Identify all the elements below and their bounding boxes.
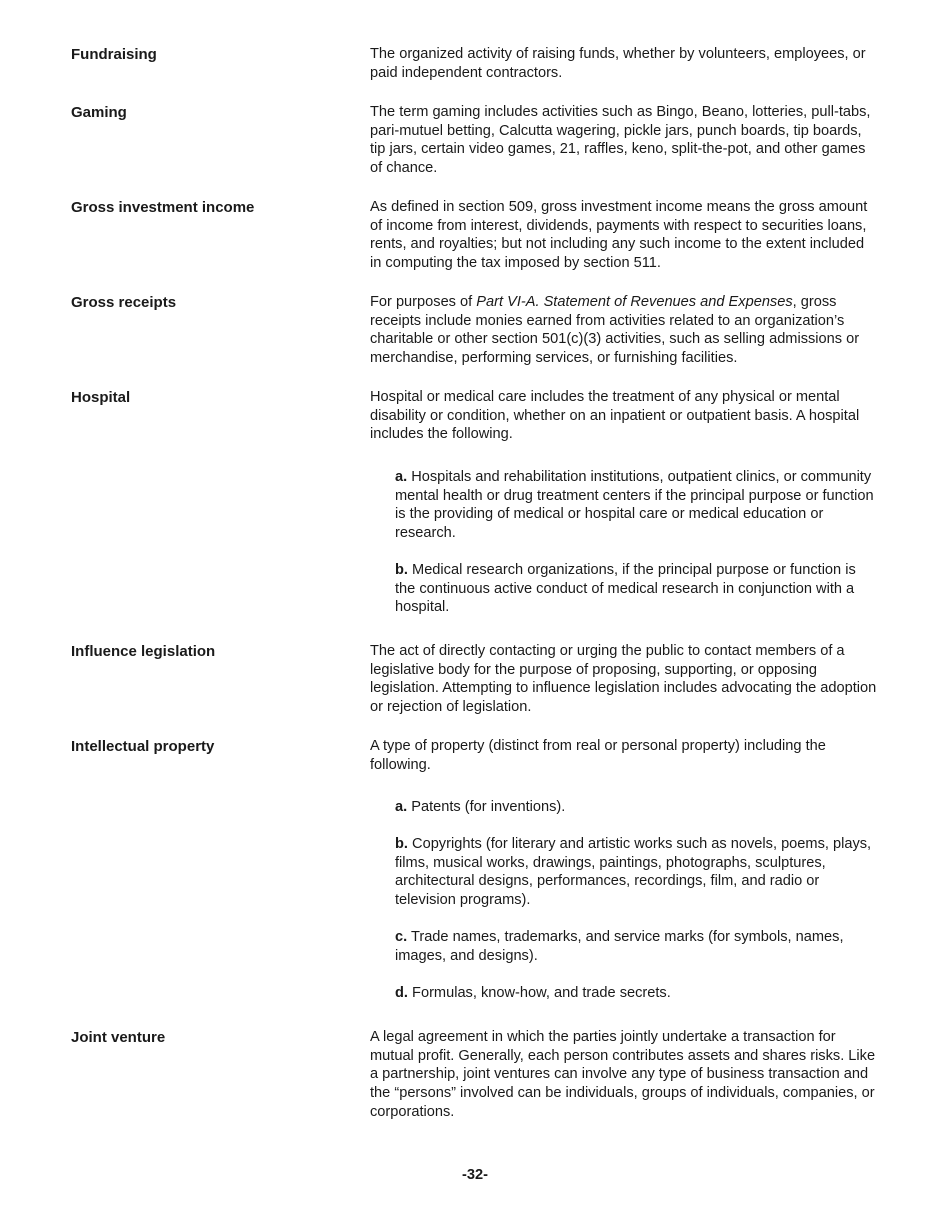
list-item: [395, 835, 875, 910]
definition: The term gaming includes activities such as Bingo, Beano, lotteries, pull-tabs, pari-mutuel betting, Calcutta wagering, pickle jars, punch boards, tip boards, tip jars, certain video games, 21, raffles, keno, split-the-pot, and other games of chance.: [370, 104, 871, 177]
list-item: [395, 798, 875, 817]
item-text: Patents (for inventions).: [407, 799, 566, 815]
item-text: Formulas, know-how, and trade secrets.: [407, 985, 671, 1001]
list-item: [395, 984, 875, 1003]
definition: Hospital or medical care includes the treatment of any physical or mental disability or condition, whether on an inpatient or outpatient basis. A hospital includes the following.: [370, 389, 860, 443]
definition: A legal agreement in which the parties jointly undertake a transaction for mutual profit. Generally, each person contributes assets and shares risks. Like a partnership, joint ventures can involve any type of business transaction and the “persons” involved can be individuals, groups of individuals, companies, or corporations.: [370, 1029, 876, 1120]
term: Joint venture: [71, 1029, 166, 1046]
term: Hospital: [71, 389, 131, 406]
item-text: Copyrights (for literary and artistic works such as novels, poems, plays, films, musical works, drawings, paintings, photographs, sculptures, architectural designs, performances, recordings, film, and radio or television programs).: [395, 836, 872, 909]
definition-italic-reference: Part VI-A. Statement of Revenues and Expenses: [476, 294, 793, 310]
item-text: Medical research organizations, if the principal purpose or function is the continuous active conduct of medical research in conjunction with a hospital.: [395, 562, 856, 616]
list-item: [395, 928, 875, 965]
item-letter: b.: [395, 562, 408, 578]
term: Fundraising: [71, 46, 157, 63]
definition: The organized activity of raising funds, whether by volunteers, employees, or paid independent contractors.: [370, 46, 866, 81]
term: Gross investment income: [71, 199, 255, 216]
item-text: Hospitals and rehabilitation institutions, outpatient clinics, or community mental health or drug treatment centers if the principal purpose or function is the providing of medical or hospital care or medical education or research.: [395, 469, 874, 542]
item-letter: d.: [395, 985, 408, 1001]
item-text: Trade names, trademarks, and service marks (for symbols, names, images, and designs).: [395, 929, 844, 964]
term: Influence legislation: [71, 643, 216, 660]
term: Gross receipts: [71, 294, 177, 311]
item-letter: a.: [395, 799, 408, 815]
definition: The act of directly contacting or urging the public to contact members of a legislative body for the purpose of proposing, supporting, or opposing legislation. Attempting to influence legislation includes advocating the adoption or rejection of legislation.: [370, 643, 877, 716]
definition-text: , gross receipts include monies earned from activities related to an organization’s charitable or other section 501(c)(3) activities, such as selling admissions or merchandise, performing services, or furnishing facilities.: [370, 294, 860, 367]
term: Intellectual property: [71, 738, 215, 755]
definition: A type of property (distinct from real or personal property) including the following.: [370, 738, 826, 773]
list-item: [395, 468, 875, 543]
term: Gaming: [71, 104, 127, 121]
definition: [370, 293, 878, 368]
item-letter: b.: [395, 836, 408, 852]
list-item: [395, 561, 875, 617]
page-number: -32-: [462, 1167, 488, 1183]
definition: As defined in section 509, gross investment income means the gross amount of income from interest, dividends, payments with respect to securities loans, rents, and royalties; but not including any such income to the extent included in computing the tax imposed by section 511.: [370, 199, 868, 272]
item-letter: c.: [395, 929, 408, 945]
item-letter: a.: [395, 469, 408, 485]
definition-text: For purposes of: [370, 294, 477, 310]
